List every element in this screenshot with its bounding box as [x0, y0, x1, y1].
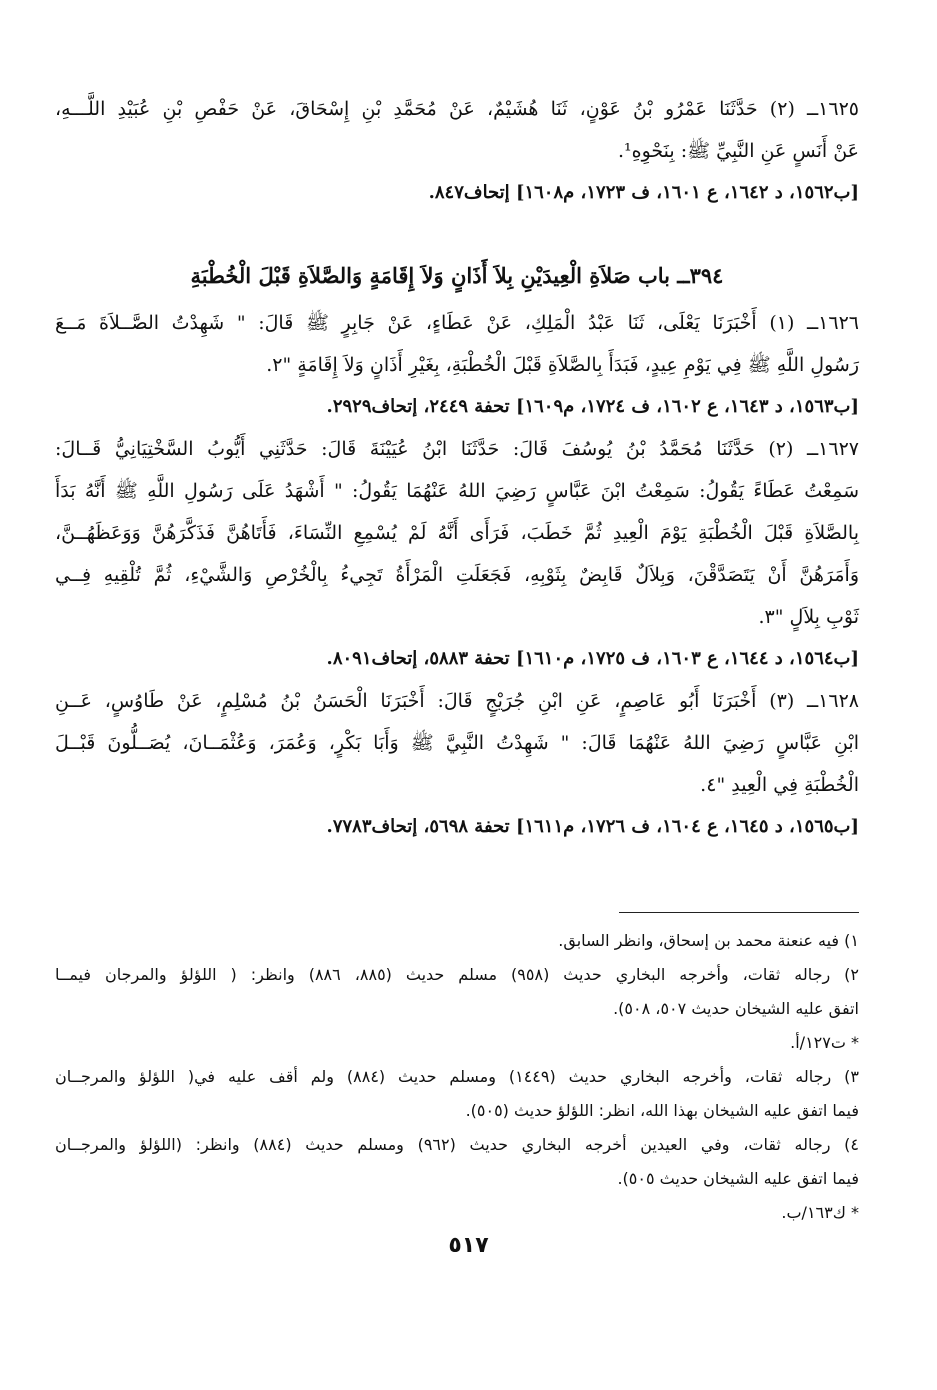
- hadith-reference: [ب١٥٦٥، د ١٦٤٥، ع ١٦٠٤، ف ١٧٢٦، م١٦١١] تحفة ٥٦٩٨، إتحاف٧٧٨٣.: [326, 816, 859, 837]
- hadith-text-line: الْخُطْبَةِ فِي الْعِيدِ "٤.: [700, 774, 859, 796]
- hadith-text-line: ثَوْبِ بِلاَلٍ "٣.: [758, 606, 859, 628]
- hadith-text-line: سَمِعْتُ عَطَاءً يَقُولُ: سَمِعْتُ ابْنَ عَبَّاسٍ رَضِيَ اللهُ عَنْهُمَا يَقُولُ: " أَشْهَدُ عَلَى رَسُولِ اللَّهِ ﷺ أَنَّهُ بَدَأَ: [55, 480, 859, 502]
- hadith-reference: [ب١٥٦٤، د ١٦٤٤، ع ١٦٠٣، ف ١٧٢٥، م١٦١٠] تحفة ٥٨٨٣، إتحاف٨٠٩١.: [326, 648, 859, 669]
- footnote-line: ١) فيه عنعنة محمد بن إسحاق، وانظر السابق.: [558, 931, 859, 950]
- footnote-line: فيما اتفق عليه الشيخان حديث ٥٠٥).: [617, 1169, 859, 1188]
- hadith-text-line: وَأَمَرَهُنَّ أَنْ يَتَصَدَّقْنَ، وَبِلاَلٌ قَابِضٌ بِثَوْبِهِ، فَجَعَلَتِ الْمَرْأَةُ تَجِيءُ بِالْخُرْصِ وَالشَّيْءِ، ثُمَّ تُلْقِيهِ فِــي: [55, 564, 859, 586]
- hadith-text-line: عَنْ أَنَسٍ عَنِ النَّبِيِّ ﷺ: بِنَحْوِهِ¹.: [617, 140, 859, 162]
- footnotes: [55, 924, 859, 1230]
- footnote-line: اتفق عليه الشيخان حديث ٥٠٧، ٥٠٨).: [613, 999, 859, 1018]
- footnote-line: ٣) رجاله ثقات، وأخرجه البخاري حديث (١٤٤٩) ومسلم حديث (٨٨٤) ولم أقف عليه في( اللؤلؤ والمرجــان: [55, 1067, 860, 1086]
- main-text: [55, 88, 859, 848]
- footnote-line: ٢) رجاله ثقات، وأخرجه البخاري حديث (٩٥٨) مسلم حديث (٨٨٥، ٨٨٦) وانظر: ( اللؤلؤ والمرجان فيمــا: [55, 965, 859, 984]
- scan-speck: [909, 480, 927, 490]
- footnote-line: ٤) رجاله ثقات، وفي العيدين أخرجه البخاري حديث (٩٦٢) ومسلم حديث (٨٨٤) وانظر: (اللؤلؤ والمرجــان: [55, 1135, 859, 1154]
- footnote-line: فيما اتفق عليه الشيخان بهذا الله، انظر: اللؤلؤ حديث (٥٠٥).: [465, 1101, 859, 1120]
- footnote-divider: [619, 912, 859, 913]
- hadith-text-line: ١٦٢٨ــ (٣) أَخْبَرَنَا أَبُو عَاصِمٍ، عَنِ ابْنِ جُرَيْجٍ قَالَ: أَخْبَرَنَا الْحَسَنُ بْنُ مُسْلِمٍ، عَنْ طَاوُسٍ، عَــنِ: [55, 690, 859, 712]
- chapter-heading: ٣٩٤ــ باب صَلاَةِ الْعِيدَيْنِ بِلاَ أَذَانٍ وَلاَ إِقَامَةٍ وَالصَّلاَةِ قَبْلَ الْخُطْبَةِ: [190, 263, 724, 288]
- folio-marker: * ك١٦٣/ب.: [781, 1203, 859, 1222]
- hadith-1628: [55, 680, 859, 848]
- hadith-text-line: ١٦٢٦ــ (١) أَخْبَرَنَا يَعْلَى، ثَنَا عَبْدُ الْمَلِكِ، عَنْ عَطَاءٍ، عَنْ جَابِرٍ ﷺ قَالَ: " شَهِدْتُ الصَّــلاَةَ مَــعَ: [55, 312, 859, 334]
- hadith-reference: [ب١٥٦٢، د ١٦٤٢، ع ١٦٠١، ف ١٧٢٣، م١٦٠٨] إتحاف٨٤٧.: [428, 182, 859, 203]
- hadith-text-line: ابْنِ عَبَّاسٍ رَضِيَ اللهُ عَنْهُمَا قَالَ: " شَهِدْتُ النَّبِيَّ ﷺ وَأَبَا بَكْرٍ، وَعُمَرَ، وَعُثْمَــانَ، يُصَــلُّونَ قَبْــلَ: [55, 732, 859, 754]
- hadith-1626: [55, 302, 859, 428]
- hadith-1625: [55, 88, 859, 214]
- hadith-reference: [ب١٥٦٣، د ١٦٤٣، ع ١٦٠٢، ف ١٧٢٤، م١٦٠٩] تحفة ٢٤٤٩، إتحاف٢٩٢٩.: [326, 396, 859, 417]
- hadith-1627: [55, 428, 859, 680]
- section-gap: [55, 214, 859, 240]
- hadith-text-line: بِالصَّلاَةِ قَبْلَ الْخُطْبَةِ يَوْمَ الْعِيدِ ثُمَّ خَطَبَ، فَرَأَى أَنَّهُ لَمْ يُسْمِعِ النِّسَاءَ، فَأَتَاهُنَّ فَذَكَّرَهُنَّ وَوَعَظَهُــنَّ،: [55, 522, 859, 544]
- folio-marker: * ت١٢٧/أ.: [790, 1033, 859, 1052]
- hadith-text-line: ١٦٢٧ــ (٢) حَدَّثَنَا مُحَمَّدُ بْنُ يُوسُفَ قَالَ: حَدَّثَنَا ابْنُ عُيَيْنَةَ قَالَ: حَدَّثَنِي أَيُّوبُ السَّخْتِيَانِيُّ قَــالَ:: [55, 438, 859, 460]
- hadith-text-line: ١٦٢٥ــ (٢) حَدَّثَنَا عَمْرُو بْنُ عَوْنٍ، ثَنَا هُشَيْمٌ، عَنْ مُحَمَّدِ بْنِ إِسْحَاقَ، عَنْ حَفْصِ بْنِ عُبَيْدِ اللَّـــهِ،: [55, 98, 859, 120]
- hadith-text-line: رَسُولِ اللَّهِ ﷺ فِي يَوْمِ عِيدٍ، فَبَدَأَ بِالصَّلاَةِ قَبْلَ الْخُطْبَةِ، بِغَيْرِ أَذَانٍ وَلاَ إِقَامَةٍ "٢.: [266, 354, 859, 376]
- page-number: ٥١٧: [448, 1233, 489, 1258]
